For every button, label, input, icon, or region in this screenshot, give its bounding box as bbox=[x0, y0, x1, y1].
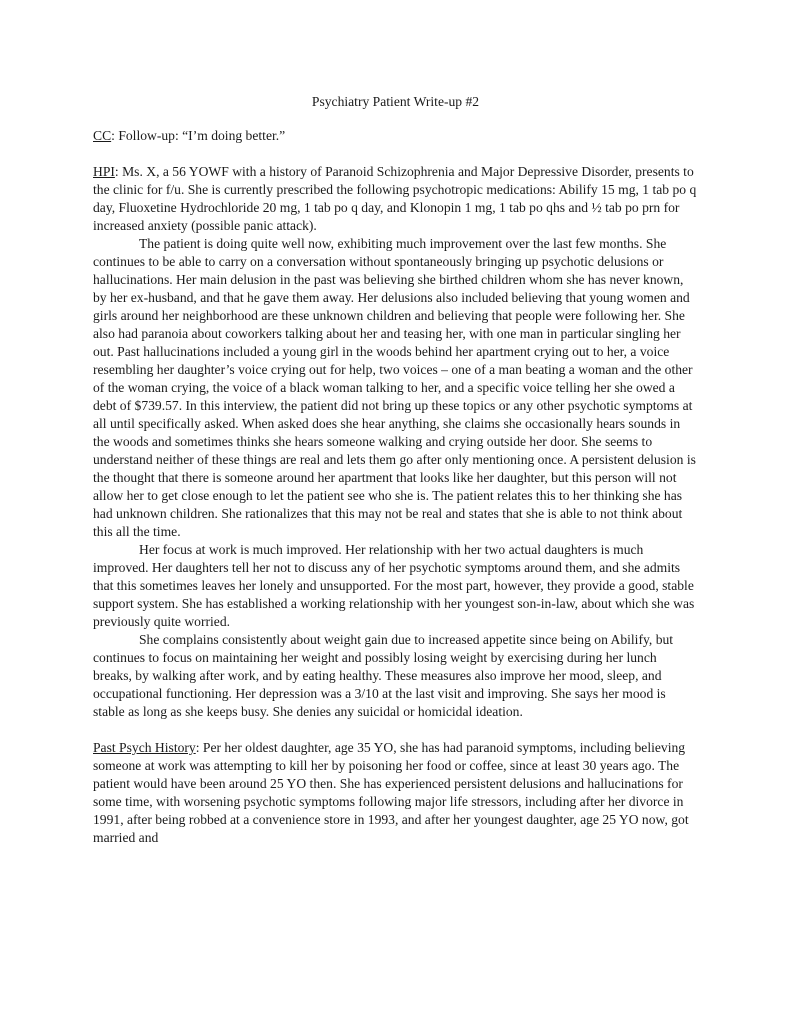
hpi-label: HPI bbox=[93, 164, 115, 179]
document-title: Psychiatry Patient Write-up #2 bbox=[311, 94, 480, 109]
pph-label: Past Psych History bbox=[93, 740, 196, 755]
hpi-intro-text: : Ms. X, a 56 YOWF with a history of Paranoid Schizophrenia and Major Depressive Disorder, presents to the clinic for f/u. She is currently prescribed the following psychotropic medications: Abilify 15 mg, 1 tab po q day, Fluoxetine Hydrochloride 20 mg, 1 tab po q day, and Klonopin 1 mg, 1 tab po qhs and ½ tab po prn for increased anxiety (possible panic attack). bbox=[93, 164, 697, 233]
document-page bbox=[93, 93, 698, 865]
hpi-paragraph-status: The patient is doing quite well now, exhibiting much improvement over the last few months. She continues to be able to carry on a conversation without spontaneously bringing up psychotic delusions or hallucinations. Her main delusion in the past was believing she birthed children whom she has never known, by her ex-husband, and that he gave them away. Her delusions also included believing that young women and girls around her neighborhood are these unknown children and believing that people were following her. She also had paranoia about coworkers talking about her and teasing her, with one man in particular singling her out. Past hallucinations included a young girl in the woods behind her apartment crying out to her, a voice resembling her daughter’s voice crying out for help, two voices – one of a man beating a woman and the other of the woman crying, the voice of a black woman talking to her, and a specific voice telling her she owed a debt of $739.57. In this interview, the patient did not bring up these topics or any other psychotic symptoms at all until specifically asked. When asked does she hear anything, she claims she occasionally hears sounds in the woods and sometimes thinks she hears someone walking and crying outside her door. She seems to understand neither of these things are real and lets them go after only mentioning once. A persistent delusion is the thought that there is someone around her apartment that looks like her daughter, but this person will not allow her to get close enough to let the patient see who she is. The patient relates this to her thinking she has had unknown children. She rationalizes that this may not be real and states that she is able to not think about this all the time. bbox=[93, 236, 696, 539]
hpi-intro-paragraph bbox=[93, 163, 698, 235]
cc-paragraph bbox=[93, 127, 698, 145]
pph-text: : Per her oldest daughter, age 35 YO, she has had paranoid symptoms, including believing someone at work was attempting to kill her by poisoning her food or coffee, since at least 30 years ago. The patient would have been around 25 YO then. She has experienced persistent delusions and hallucinations for some time, with worsening psychotic symptoms following major life stressors, including after her divorce in 1991, after being robbed at a convenience store in 1993, and after her youngest daughter, age 25 YO now, got married and bbox=[93, 740, 689, 845]
cc-label: CC bbox=[93, 128, 112, 143]
pph-paragraph bbox=[93, 739, 698, 847]
pph-section bbox=[93, 739, 698, 847]
hpi-paragraph-work-family: Her focus at work is much improved. Her relationship with her two actual daughters is much improved. Her daughters tell her not to discuss any of her psychotic symptoms around them, and she admits that this sometimes leaves her lonely and unsupported. For the most part, however, they provide a good, stable support system. She has established a working relationship with her youngest son-in-law, about which she was previously quite worried. bbox=[93, 542, 695, 629]
hpi-paragraph-weight-mood: She complains consistently about weight gain due to increased appetite since being on Abilify, but continues to focus on maintaining her weight and possibly losing weight by exercising during her lunch breaks, by walking after work, and by eating healthy. These measures also improve her mood, sleep, and occupational functioning. Her depression was a 3/10 at the last visit and improving. She says her mood is stable as long as she keeps busy. She denies any suicidal or homicidal ideation. bbox=[93, 632, 674, 719]
cc-text: : Follow-up: “I’m doing better.” bbox=[111, 128, 286, 143]
hpi-section bbox=[93, 163, 698, 721]
cc-section bbox=[93, 127, 698, 145]
